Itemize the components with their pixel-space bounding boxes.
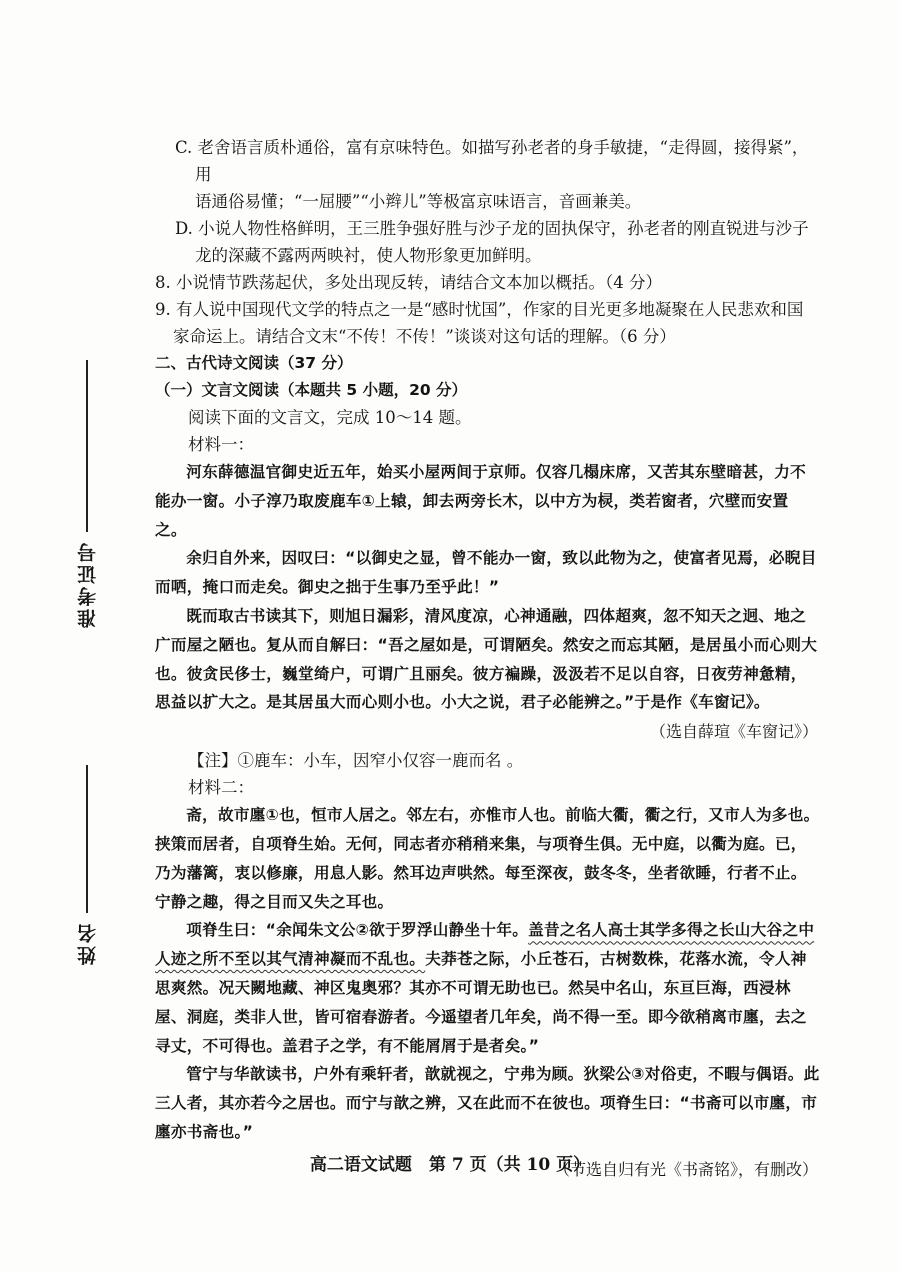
subsection-heading: （一）文言文阅读（本题共 5 小题，20 分） (155, 381, 468, 399)
material-2-source: （节选自归有光《书斋铭》，有删改） (553, 1159, 818, 1179)
option-c: C. 老舍语言质朴通俗，富有京味特色。如描写孙老者的身手敏捷，“走得圆，接得紧”，用 语通俗易懂；“一屈腰”“小辫儿”等极富京味语言，音画兼美。 (175, 138, 809, 211)
name-write-line[interactable] (86, 765, 87, 913)
material-1-label: 材料一： (188, 435, 254, 454)
name-field[interactable] (62, 765, 112, 965)
footnote: 【注】①鹿车：小车，因窄小仅容一鹿而名 。 (188, 751, 524, 771)
question-9: 9. 有人说中国现代文学的特点之一是“感时忧国”，作家的目光更多地凝聚在人民悲欢和国 家命运上。请结合文末“不传！不传！”谈谈对这句话的理解。（6 分） (155, 300, 804, 346)
material-2-paragraph: 斋，故市廛①也，恒市人居之。邻左右，亦惟市人也。前临大衢，衢之行，又市人为多也。挟策而居者，自项脊生始。无何，同志者亦稍稍来集，与项脊生俱。无中庭，以衢为庭。已，乃为藩篱，衷以修廉，用息人影。然耳边声哄然。每至深夜，鼓冬冬，坐者欲睡，行者不止。宁静之趣，得之目而又失之耳也。 (155, 806, 820, 911)
page-footer: 高二语文试题 第 7 页（共 10 页） (309, 1155, 591, 1175)
exam-id-write-line[interactable] (86, 360, 87, 532)
material-2-paragraph: 项脊生曰：“余闻朱文公②欲于罗浮山静坐十年。盖昔之名人高士其学多得之长山大谷之中人迹之所不至以其气清神凝而不乱也。夫莽苍之际，小丘苍石，古树数株，花落水流，令人神思爽然。况天闕地藏、神区鬼奥邪？其亦不可谓无助也已。然吴中名山，东亘巨海，西浸林屋、洞庭，类非人世，皆可宿春游者。今遥望者几年矣，尚不得一至。即今欲稍离市廛，去之寻丈，不可得也。盖君子之学，有不能屑屑于是者矣。” (155, 921, 815, 1055)
material-1-paragraph: 余归自外来，因叹曰：“以御史之显，曾不能办一窗，致以此物为之，使富者见焉，必睨目而哂，掩口而走矣。御史之拙于生事乃至乎此！” (155, 549, 817, 597)
material-1-paragraph: 河东薛德温官御史近五年，始买小屋两间于京师。仅容几榻床席，又苦其东壁暗甚，力不能办一窗。小子淳乃取废鹿车①上辕，卸去两旁长木，以中方为棂，类若窗者，穴壁而安置之。 (155, 463, 807, 539)
exam-id-label: 准考证号 (76, 540, 99, 628)
wavy-underlined-sentence: 盖昔之名人高士其学多得之长山大谷之中人迹之所不至以其气清神凝而不乱也。 (155, 921, 815, 969)
name-label: 姓名 (76, 921, 99, 965)
material-2-label: 材料二： (188, 778, 254, 798)
section-heading: 二、古代诗文阅读（37 分） (155, 354, 353, 372)
page-content (155, 134, 820, 1185)
exam-id-field[interactable] (62, 360, 112, 628)
material-1-source: （选自薛瑄《车窗记》） (649, 722, 818, 742)
material-2-paragraph: 管宁与华歆读书，户外有乘轩者，歆就视之，宁弗为顾。狄梁公③对俗吏，不暇与偶语。此三人者，其亦若今之居也。而宁与歆之辨，又在此而不在彼也。项脊生曰：“书斋可以市廛，市廛亦书斋也。” (155, 1065, 820, 1141)
question-8: 8. 小说情节跌荡起伏，多处出现反转，请结合文本加以概括。（4 分） (155, 273, 662, 292)
instruction: 阅读下面的文言文，完成 10～14 题。 (188, 408, 472, 427)
option-d: D. 小说人物性格鲜明，王三胜争强好胜与沙子龙的固执保守，孙老者的刚直锐进与沙子 龙的深藏不露两两映衬，使人物形象更加鲜明。 (175, 219, 809, 265)
material-1-paragraph: 既而取古书读其下，则旭日漏彩，清风度凉，心神通融，四体超爽，忽不知天之迥、地之广而屋之陋也。复从而自解曰：“吾之屋如是，可谓陋矣。然安之而忘其陋，是居虽小而心则大也。彼贪民侈士，巍堂绮户，可谓广且丽矣。彼方褊躁，汲汲若不足以自容，日夜劳神惫精，思益以扩大之。是其居虽大而心则小也。小大之说，君子必能辨之。”于是作《车窗记》。 (155, 606, 818, 712)
